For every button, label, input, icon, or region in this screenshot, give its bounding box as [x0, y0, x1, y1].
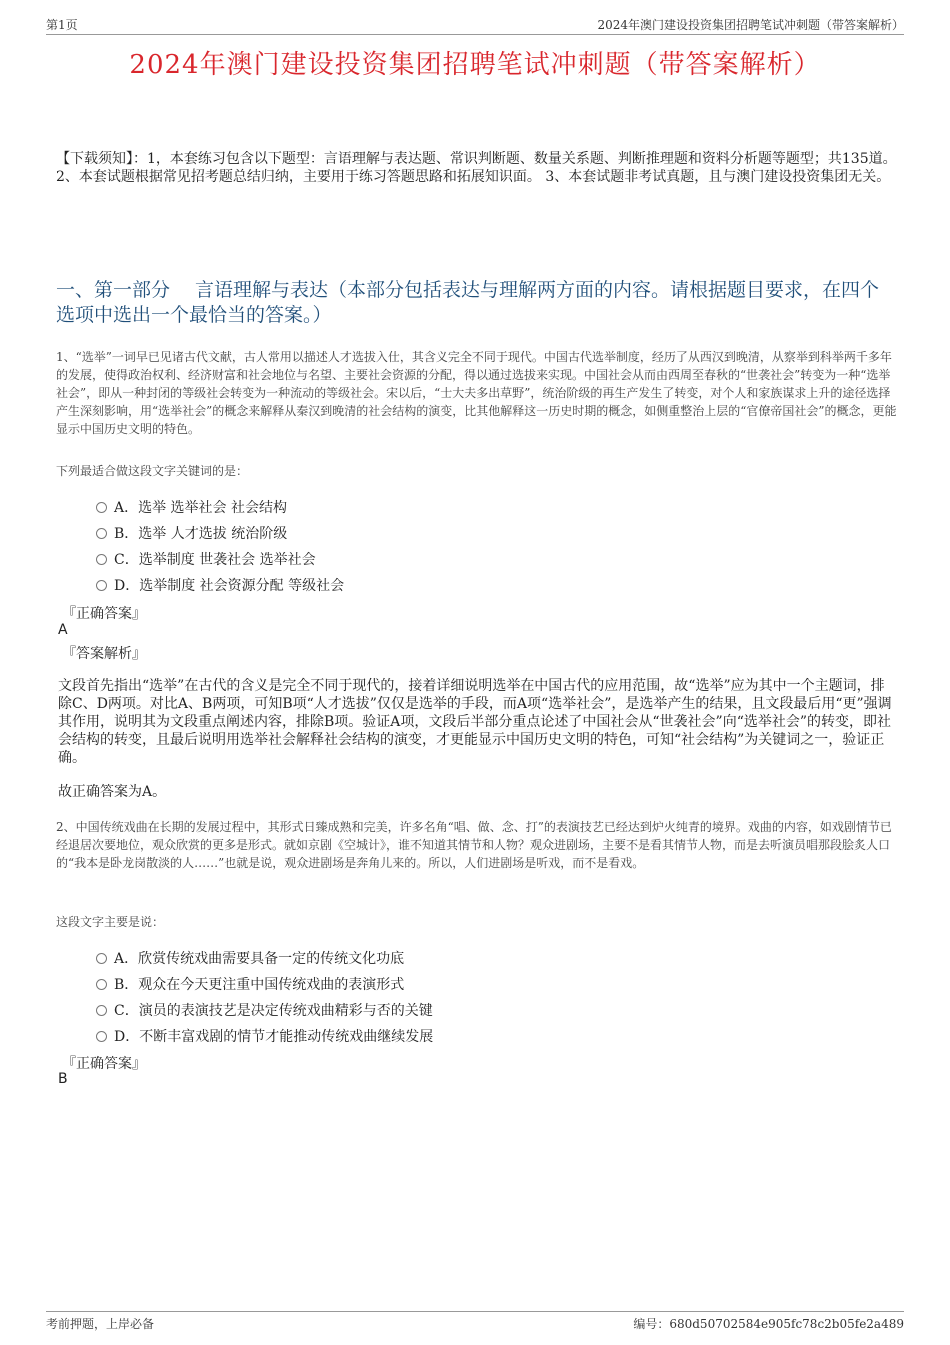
question-1-answer: A: [58, 622, 68, 638]
download-notice: 【下载须知】：1，本套练习包含以下题型：言语理解与表达题、常识判断题、数量关系题、判断推理题和资料分析题等题型；共135道。 2、本套试题根据常见招考题总结归纳，主要用于练习答题思路和拓展知识面。 3、本套试题非考试真题，且与澳门建设投资集团无关。: [56, 151, 897, 185]
page-number: 第1页: [46, 18, 78, 32]
radio-icon[interactable]: [96, 554, 107, 565]
radio-icon[interactable]: [96, 979, 107, 990]
radio-icon[interactable]: [96, 1031, 107, 1042]
header-doc-title: 2024年澳门建设投资集团招聘笔试冲刺题（带答案解析）: [597, 18, 904, 32]
question-1-analysis-label: 『答案解析』: [62, 646, 146, 662]
question-1-passage: 1、“选举”一词早已见诸古代文献，古人常用以描述人才选拔入仕，其含义完全不同于现代。中国古代选举制度，经历了从西汉到晚清，从察举到科举两千多年的发展，使得政治权利、经济财富和社会地位与名望、主要社会资源的分配，得以通过选拔来实现。中国社会从而由西周至春秋的“世袭社会”转变为一种“选举社会”，即从一种封闭的等级社会转变为一种流动的等级社会。宋以后，“士大夫多出草野”，统治阶级的再生产发生了转变，对个人和家族谋求上升的途径选择产生深刻影响，用“选举社会”的概念来解释从秦汉到晚清的社会结构的演变，比其他解释这一历史时期的概念，如侧重整治上层的“官僚帝国社会”的概念，更能显示中国历史文明的特色。: [56, 350, 897, 436]
question-2-prompt: 这段文字主要是说：: [56, 915, 165, 929]
radio-icon[interactable]: [96, 528, 107, 539]
footer-serial: 编号：680d50702584e905fc78c2b05fe2a489: [633, 1317, 904, 1331]
radio-icon[interactable]: [96, 580, 107, 591]
radio-icon[interactable]: [96, 502, 107, 513]
question-1-analysis: 文段首先指出“选举”在古代的含义是完全不同于现代的，接着详细说明选举在中国古代的应用范围，故“选举”应为其中一个主题词，排除C、D两项。对比A、B两项，可知B项“人才选拔”仅仅是选举的手段，而A项“选举社会”，是选举产生的结果，且文段最后用“更”强调其作用，说明其为文段重点阐述内容，排除B项。验证A项，文段后半部分重点论述了中国社会从“世袭社会”向“选举社会”的转变，即社会结构的转变，且最后说明用选举社会解释社会结构的演变，才更能显示中国历史文明的特色，可知“社会结构”为关键词之一，验证正确。: [58, 678, 892, 766]
question-2-answer-label: 『正确答案』: [62, 1056, 146, 1072]
question-1-conclusion: 故正确答案为A。: [58, 784, 167, 800]
radio-icon[interactable]: [96, 953, 107, 964]
page-footer: [46, 1311, 904, 1334]
page-header: [46, 14, 904, 35]
question-2-passage: 2、中国传统戏曲在长期的发展过程中，其形式日臻成熟和完美，许多名角“唱、做、念、打”的表演技艺已经达到炉火纯青的境界。戏曲的内容，如戏剧情节已经退居次要地位，观众欣赏的更多是形式。就如京剧《空城计》，谁不知道其情节和人物？观众进剧场，主要不是看其情节人物，而是去听演员唱那段脍炙人口的“我本是卧龙岗散淡的人……”也就是说，观众进剧场是奔角儿来的。所以，人们进剧场是听戏，而不是看戏。: [56, 820, 892, 870]
question-2-answer: B: [58, 1071, 68, 1087]
footer-slogan: 考前押题，上岸必备: [46, 1317, 155, 1331]
page-title: 2024年澳门建设投资集团招聘笔试冲刺题（带答案解析）: [129, 50, 821, 80]
section-heading: 一、第一部分 言语理解与表达（本部分包括表达与理解两方面的内容。请根据题目要求，在四个选项中选出一个最恰当的答案。）: [56, 279, 880, 326]
question-1-answer-label: 『正确答案』: [62, 606, 146, 622]
question-1-prompt: 下列最适合做这段文字关键词的是：: [56, 464, 249, 478]
radio-icon[interactable]: [96, 1005, 107, 1016]
